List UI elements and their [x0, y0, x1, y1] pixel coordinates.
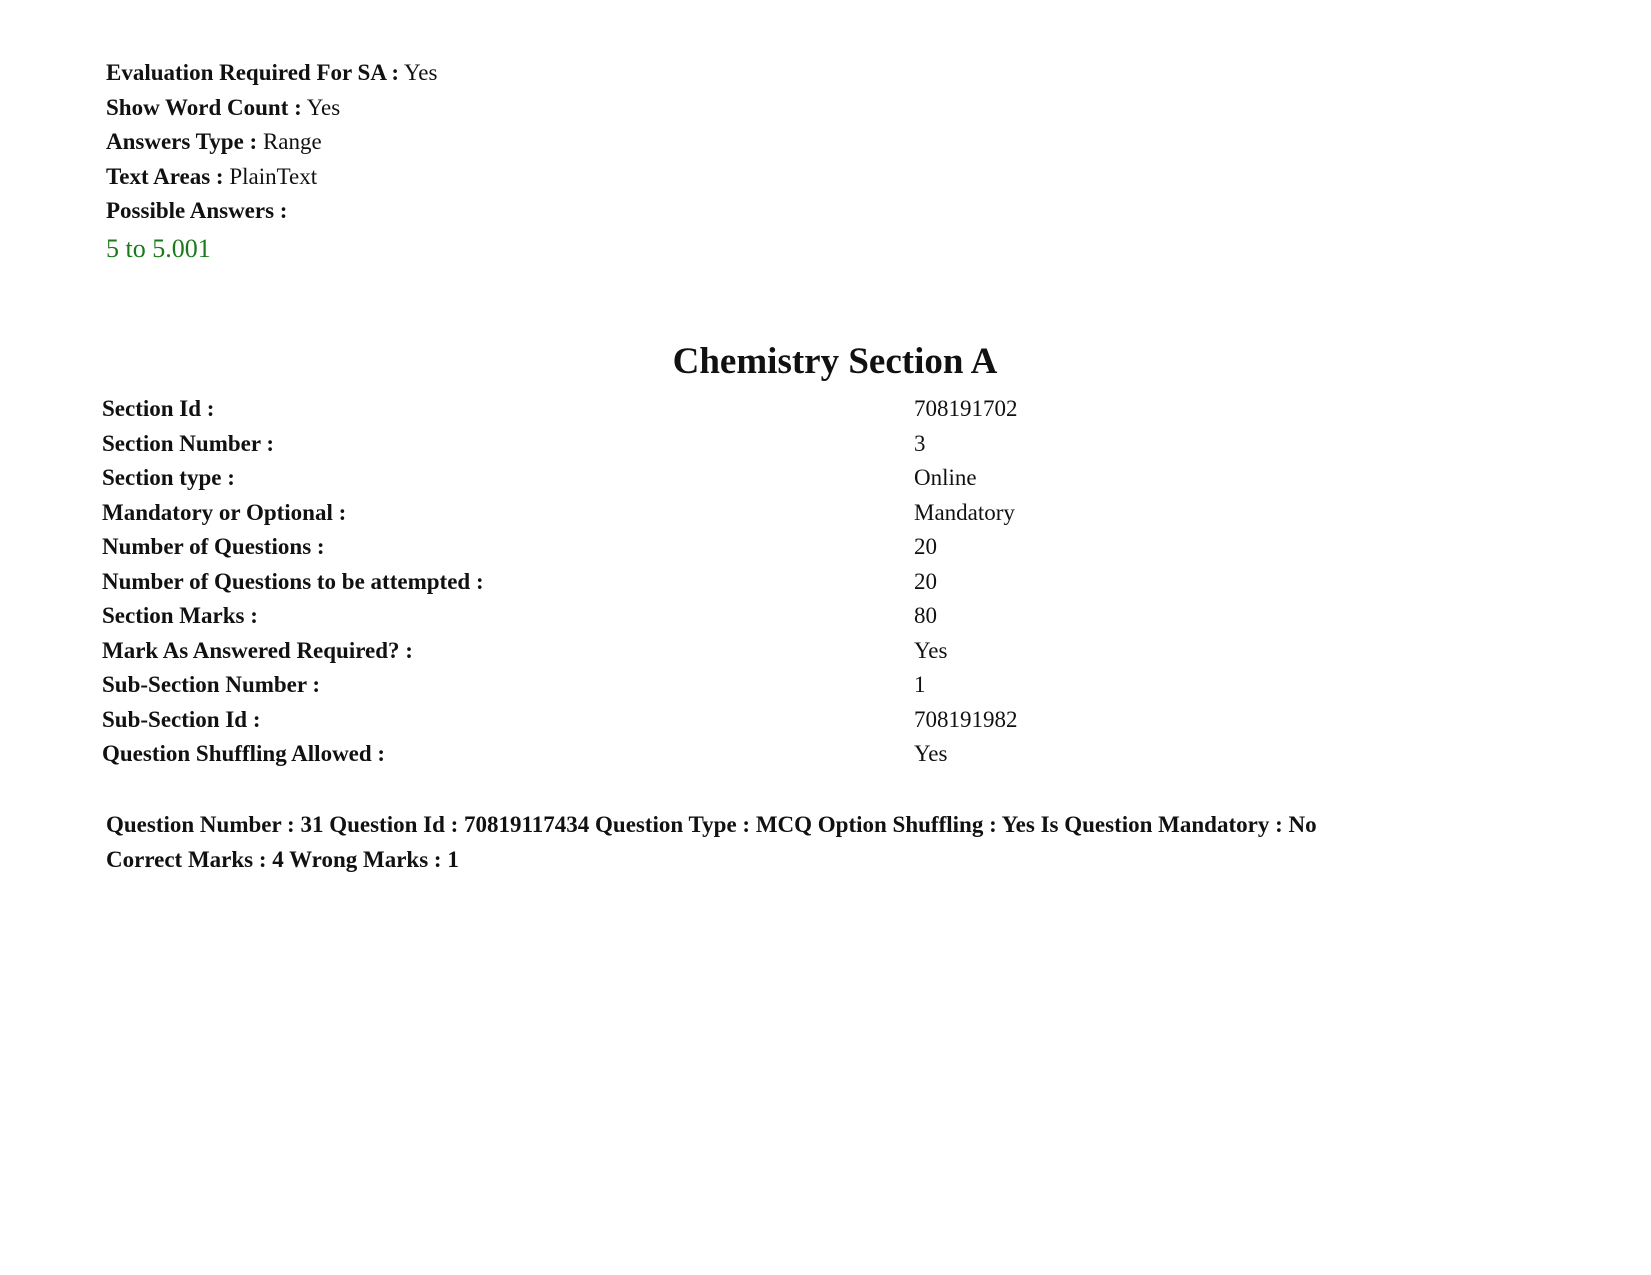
answer-settings	[106, 56, 437, 269]
row-label: Section Number :	[102, 430, 275, 456]
field-label: Text Areas :	[106, 163, 224, 189]
section-number-row	[102, 427, 1202, 462]
question-meta-line: Question Number : 31 Question Id : 70819117434 Question Type : MCQ Option Shuffling : Yes Is Question Mandatory : No	[106, 812, 1317, 837]
text-areas-row	[106, 160, 437, 195]
field-value: Yes	[404, 60, 438, 85]
row-value: 708191982	[914, 706, 1018, 732]
row-value: 20	[914, 568, 937, 594]
number-of-questions-row	[102, 530, 1202, 565]
section-id-row	[102, 392, 1202, 427]
field-value: PlainText	[229, 163, 318, 189]
possible-answers-row	[106, 194, 437, 229]
section-title: Chemistry Section A	[672, 341, 998, 382]
mandatory-optional-row	[102, 496, 1202, 531]
row-value: 80	[914, 603, 937, 628]
row-value: Yes	[914, 741, 948, 766]
section-details-table	[102, 392, 1202, 772]
show-word-count-row	[106, 91, 437, 126]
row-label: Section type :	[102, 465, 235, 490]
questions-to-attempt-row	[102, 565, 1202, 600]
row-label: Question Shuffling Allowed :	[102, 741, 386, 766]
section-type-row	[102, 461, 1202, 496]
question-header	[106, 808, 1586, 877]
row-value: 708191702	[914, 396, 1018, 421]
row-value: 20	[914, 534, 937, 559]
row-value: Online	[914, 465, 977, 490]
row-value: Yes	[914, 637, 948, 663]
row-label: Section Marks :	[102, 603, 258, 628]
row-label: Number of Questions to be attempted :	[102, 568, 484, 594]
field-label: Evaluation Required For SA :	[106, 60, 400, 85]
field-label: Answers Type :	[106, 129, 258, 154]
row-label: Sub-Section Number :	[102, 672, 321, 697]
row-label: Mark As Answered Required? :	[102, 637, 413, 663]
row-label: Sub-Section Id :	[102, 706, 261, 732]
sub-section-number-row	[102, 668, 1202, 703]
section-marks-row	[102, 599, 1202, 634]
question-marks-line: Correct Marks : 4 Wrong Marks : 1	[106, 846, 459, 872]
field-label: Possible Answers :	[106, 198, 288, 223]
field-value: Yes	[306, 94, 341, 120]
row-value: 3	[914, 430, 926, 456]
evaluation-required-row	[106, 56, 437, 91]
field-value: Range	[262, 129, 322, 154]
row-label: Section Id :	[102, 396, 215, 421]
sub-section-id-row	[102, 703, 1202, 738]
mark-as-answered-row	[102, 634, 1202, 669]
field-label: Show Word Count :	[106, 94, 302, 120]
row-label: Mandatory or Optional :	[102, 499, 347, 525]
row-label: Number of Questions :	[102, 534, 325, 559]
question-shuffling-row	[102, 737, 1202, 772]
answers-type-row	[106, 125, 437, 160]
row-value: 1	[914, 672, 926, 697]
row-value: Mandatory	[914, 499, 1015, 525]
possible-answer-value: 5 to 5.001	[106, 233, 211, 263]
